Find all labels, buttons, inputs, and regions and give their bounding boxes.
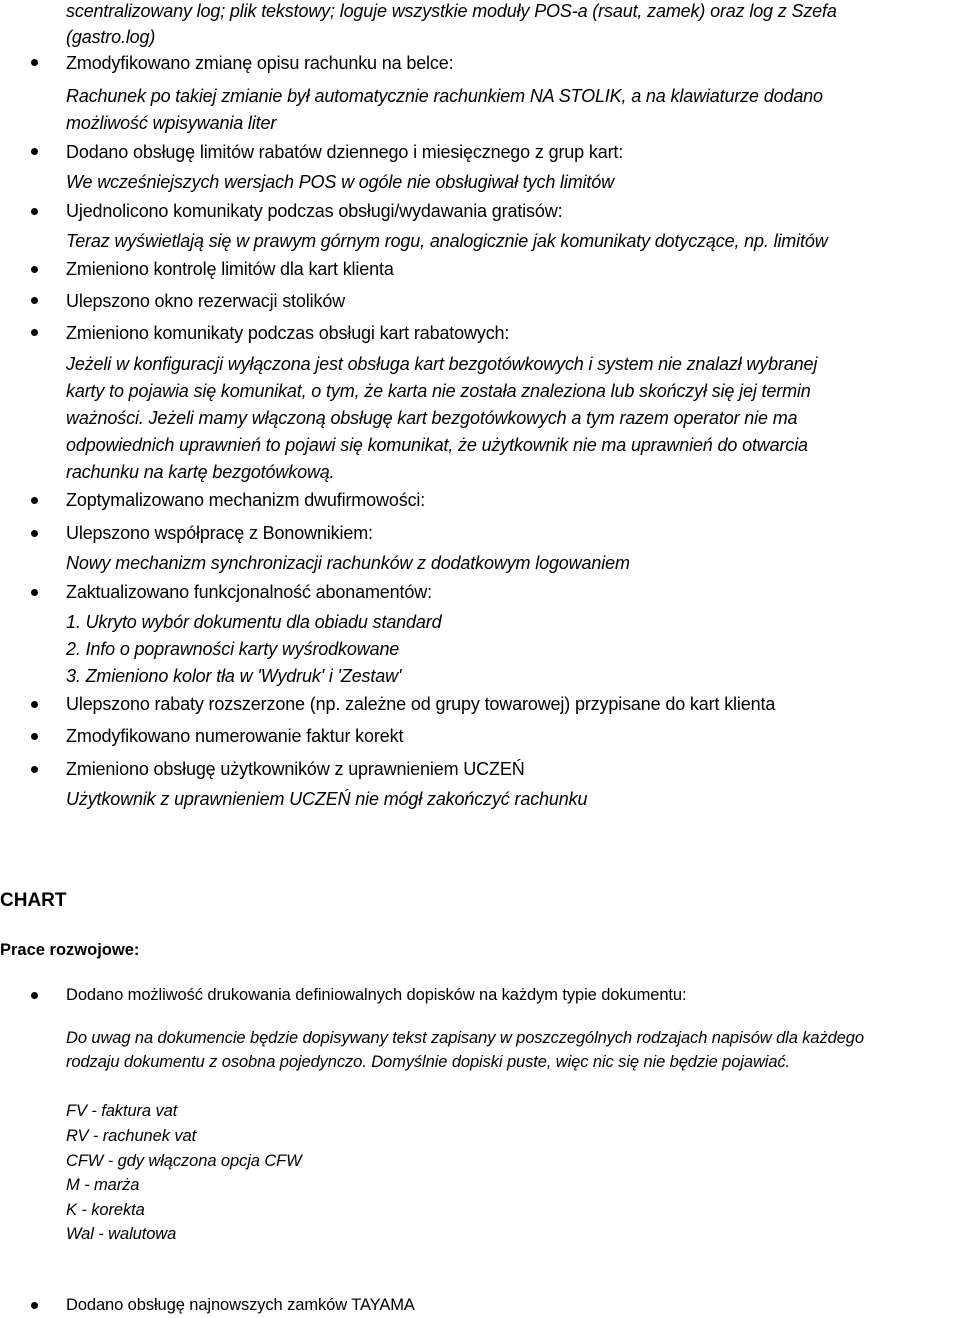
list-item-note: karty to pojawia się komunikat, o tym, że karta nie została znaleziona lub skończył się jej termin [66, 381, 811, 401]
bullet [31, 766, 38, 773]
bullet [31, 733, 38, 740]
list-item-title: Zmodyfikowano zmianę opisu rachunku na belce: [66, 53, 454, 73]
bullet [31, 1302, 38, 1309]
list-item-note: Teraz wyświetlają się w prawym górnym rogu, analogicznie jak komunikaty dotyczące, np. limitów [66, 231, 828, 251]
list-item-note: rodzaju dokumentu z osobna pojedynczo. Domyślnie dopiski puste, więc nic się nie będzie pojawiać. [66, 1053, 791, 1071]
list-item-title: Dodano obsługę najnowszych zamków TAYAMA [66, 1296, 415, 1314]
list-item-title: Zmieniono obsługę użytkowników z uprawnieniem UCZEŃ [66, 759, 525, 779]
list-item-title: Zoptymalizowano mechanizm dwufirmowości: [66, 490, 426, 510]
list-item-note: 3. Zmieniono kolor tła w 'Wydruk' i 'Zestaw' [66, 666, 402, 686]
list-item-title: Ujednolicono komunikaty podczas obsługi/wydawania gratisów: [66, 201, 563, 221]
list-item-note: odpowiednich uprawnień to pojawi się komunikat, że użytkownik nie ma uprawnień do otwarcia [66, 435, 808, 455]
section-heading: CHART [0, 890, 67, 911]
list-item-note: 1. Ukryto wybór dokumentu dla obiadu standard [66, 612, 442, 632]
list-item-note: ważności. Jeżeli mamy włączoną obsługę kart bezgotówkowych a tym razem operator nie ma [66, 408, 798, 428]
list-item-note: Rachunek po takiej zmianie był automatycznie rachunkiem NA STOLIK, a na klawiaturze dodano [66, 86, 823, 106]
list-item-note: możliwość wpisywania liter [66, 113, 277, 133]
list-item-note: Użytkownik z uprawnieniem UCZEŃ nie mógł zakończyć rachunku [66, 789, 588, 809]
bullet [31, 266, 38, 273]
list-item-note: 2. Info o poprawności karty wyśrodkowane [66, 639, 400, 659]
list-item-title: Zmieniono komunikaty podczas obsługi kart rabatowych: [66, 323, 510, 343]
code-list-item: K - korekta [66, 1201, 145, 1219]
list-item-note: Jeżeli w konfiguracji wyłączona jest obsługa kart bezgotówkowych i system nie znalazł wybranej [66, 354, 818, 374]
list-item-title: Dodano obsługę limitów rabatów dziennego i miesięcznego z grup kart: [66, 142, 624, 162]
bullet [31, 530, 38, 537]
bullet [31, 59, 38, 66]
list-item-note: rachunku na kartę bezgotówkową. [66, 462, 335, 482]
list-item-title: Dodano możliwość drukowania definiowalnych dopisków na każdym typie dokumentu: [66, 986, 687, 1004]
bullet [31, 148, 38, 155]
list-item-title: Zmieniono kontrolę limitów dla kart klienta [66, 259, 394, 279]
bullet [31, 701, 38, 708]
code-list-item: Wal - walutowa [66, 1225, 177, 1243]
bullet [31, 208, 38, 215]
list-item-note: Nowy mechanizm synchronizacji rachunków z dodatkowym logowaniem [66, 553, 630, 573]
list-item-title: Zmodyfikowano numerowanie faktur korekt [66, 726, 404, 746]
section-subheading: Prace rozwojowe: [0, 941, 140, 959]
list-item-title: Zaktualizowano funkcjonalność abonamentów: [66, 582, 432, 602]
list-item-note: Do uwag na dokumencie będzie dopisywany tekst zapisany w poszczególnych rodzajach napisów dla każdego [66, 1029, 864, 1047]
bullet [31, 992, 38, 999]
bullet [31, 297, 38, 304]
code-list-item: M - marża [66, 1176, 140, 1194]
bullet [31, 329, 38, 336]
code-list-item: FV - faktura vat [66, 1102, 178, 1120]
bullet [31, 497, 38, 504]
intro-line: (gastro.log) [66, 27, 156, 47]
list-item-note: We wcześniejszych wersjach POS w ogóle nie obsługiwał tych limitów [66, 172, 614, 192]
code-list-item: CFW - gdy włączona opcja CFW [66, 1152, 302, 1170]
code-list-item: RV - rachunek vat [66, 1127, 197, 1145]
intro-line: scentralizowany log; plik tekstowy; loguje wszystkie moduły POS-a (rsaut, zamek) oraz log z Szefa [66, 1, 837, 21]
bullet [31, 589, 38, 596]
list-item-title: Ulepszono okno rezerwacji stolików [66, 291, 346, 311]
list-item-title: Ulepszono rabaty rozszerzone (np. zależne od grupy towarowej) przypisane do kart klienta [66, 694, 776, 714]
list-item-title: Ulepszono współpracę z Bonownikiem: [66, 523, 373, 543]
